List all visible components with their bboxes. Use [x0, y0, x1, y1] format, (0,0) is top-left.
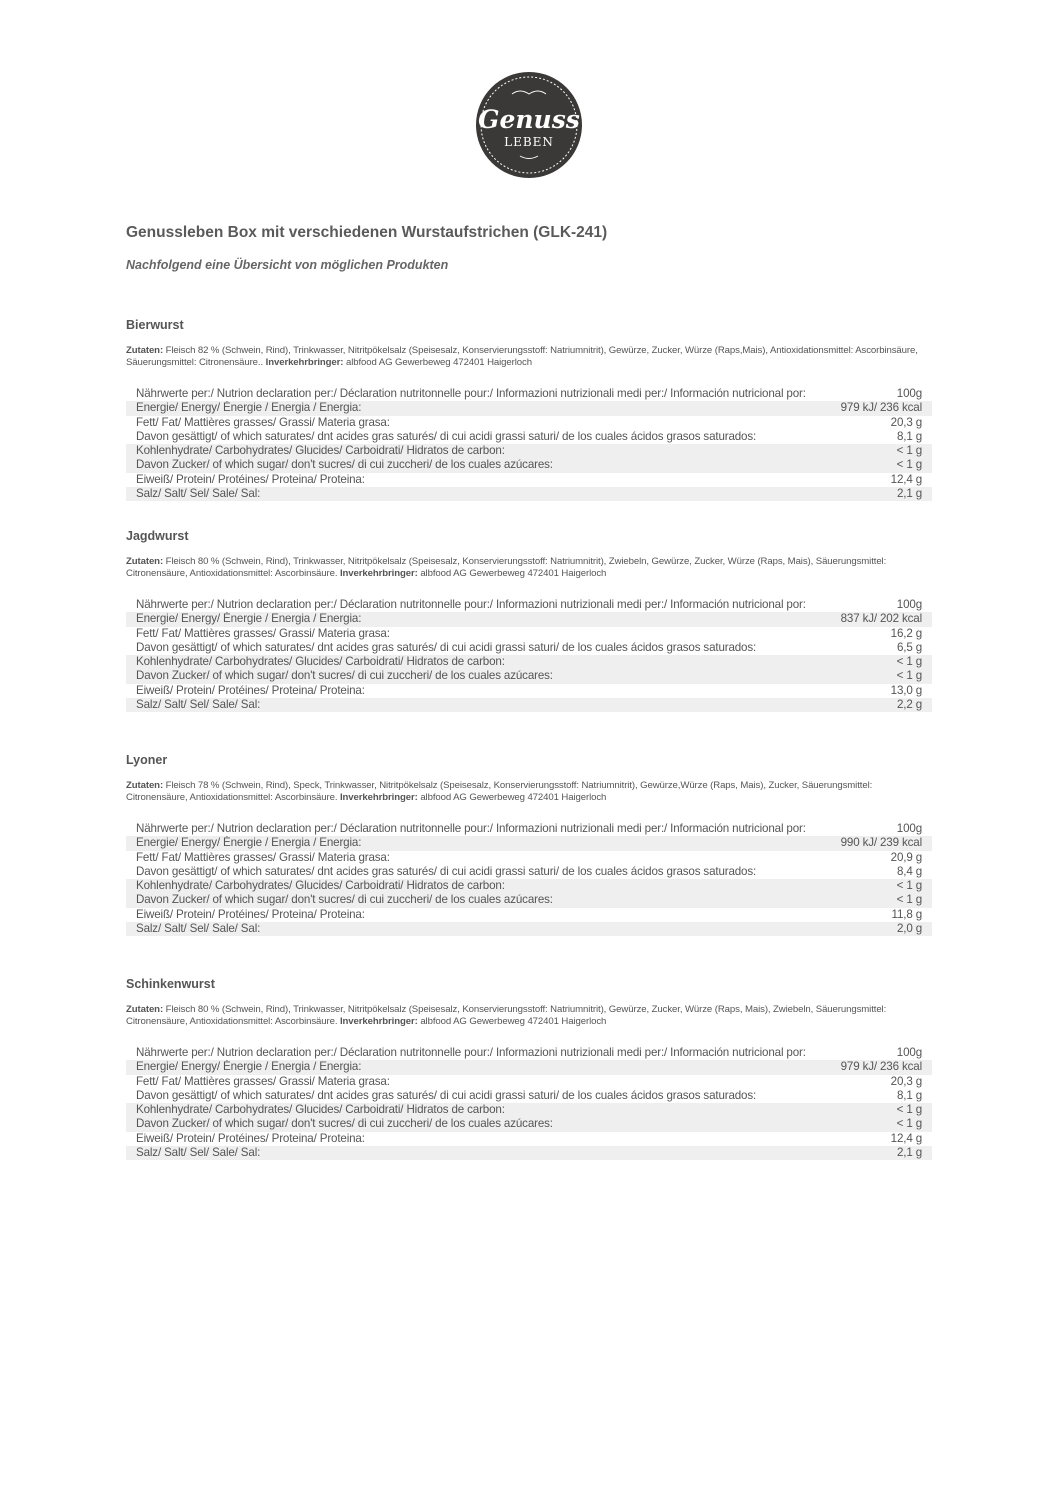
nutrition-header-row: [126, 598, 932, 612]
nutrition-row-fat: [126, 1075, 932, 1089]
nutrition-row-fat: [126, 416, 932, 430]
nutrition-value: 2,2 g: [896, 698, 922, 712]
nutrition-value: 12,4 g: [890, 1131, 922, 1145]
nutrition-value: < 1 g: [896, 669, 922, 683]
nutrition-row-energy: [126, 401, 932, 415]
logo-caps-text: LEBEN: [504, 135, 554, 149]
nutrition-label: Davon Zucker/ of which sugar/ don't sucres/ di cui zuccheri/ de los cuales azúcares:: [136, 893, 553, 907]
nutrition-value: 2,1 g: [896, 487, 922, 501]
nutrition-row-carbs: [126, 444, 932, 458]
product-section: [126, 752, 932, 936]
nutrition-value: < 1 g: [896, 879, 922, 893]
product-name: Lyoner: [126, 753, 168, 767]
nutrition-row-salt: [126, 487, 932, 501]
nutrition-value: 20,3 g: [890, 1074, 922, 1088]
nutrition-row-saturates: [126, 641, 932, 655]
nutrition-header-row: [126, 387, 932, 401]
nutrition-value: < 1 g: [896, 1103, 922, 1117]
nutrition-label: Energie/ Energy/ Énergie / Energia / Energia:: [136, 836, 362, 850]
nutrition-value: < 1 g: [896, 893, 922, 907]
nutrition-value: 2,0 g: [896, 922, 922, 936]
nutrition-row-sugar: [126, 458, 932, 472]
page-title: Genussleben Box mit verschiedenen Wurstaufstrichen (GLK-241): [126, 224, 608, 241]
nutrition-value: < 1 g: [896, 655, 922, 669]
product-section: [126, 317, 932, 501]
nutrition-row-salt: [126, 922, 932, 936]
nutrition-value: 20,9 g: [890, 850, 922, 864]
nutrition-label: Nährwerte per:/ Nutrion declaration per:/ Déclaration nutritonnelle pour:/ Informazioni nutrizionali medi per:/ Información nutricional por:: [136, 387, 806, 400]
distributor-value: albfood AG Gewerbeweg 472401 Haigerloch: [420, 567, 607, 579]
nutrition-row-saturates: [126, 430, 932, 444]
distributor-label: Inverkehrbringer:: [339, 791, 418, 803]
nutrition-header-row: [126, 1046, 932, 1060]
nutrition-row-protein: [126, 473, 932, 487]
nutrition-label: Salz/ Salt/ Sel/ Sale/ Sal:: [136, 698, 261, 712]
ingredients-label: Zutaten:: [126, 780, 164, 791]
nutrition-value: 6,5 g: [896, 640, 922, 654]
nutrition-label: Eiweiß/ Protein/ Protéines/ Proteina/ Proteina:: [136, 683, 365, 697]
nutrition-label: Fett/ Fat/ Mattières grasses/ Grassi/ Materia grasa:: [136, 850, 390, 864]
nutrition-label: Salz/ Salt/ Sel/ Sale/ Sal:: [136, 1146, 261, 1160]
nutrition-row-energy: [126, 836, 932, 850]
product-section: [126, 976, 932, 1160]
nutrition-label: Davon gesättigt/ of which saturates/ dnt acides gras saturés/ di cui acidi grassi saturi/ de los cuales ácidos grasos saturados:: [136, 429, 757, 443]
ingredients-label: Zutaten:: [126, 345, 164, 356]
nutrition-value: 100g: [896, 1046, 922, 1059]
nutrition-value: 8,1 g: [896, 1088, 922, 1102]
nutrition-row-protein: [126, 684, 932, 698]
logo-script-text: Genuss: [478, 105, 580, 134]
nutrition-row-salt: [126, 698, 932, 712]
product-name: Bierwurst: [126, 318, 184, 332]
nutrition-value: 979 kJ/ 236 kcal: [840, 401, 922, 415]
nutrition-table: [126, 822, 932, 936]
ingredients-list: Fleisch 78 % (Schwein, Rind), Speck, Trinkwasser, Nitritpökelsalz (Speisesalz, Konservierungsstoff: Natriumnitrit), Gewürze,Würze (Raps, Mais), Zucker, Säuerungsmittel: Citronensäure, Antioxidationsmittel: Ascorbinsäure.: [126, 780, 873, 803]
ingredients-list: Fleisch 80 % (Schwein, Rind), Trinkwasser, Nitritpökelsalz (Speisesalz, Konservierungsstoff: Natriumnitrit), Gewürze, Zucker, Würze (Raps, Mais), Zwiebeln, Säuerungsmittel: Citronensäure, Antioxidationsmittel: Ascorbinsäure.: [126, 1004, 887, 1027]
nutrition-value: 837 kJ/ 202 kcal: [840, 612, 922, 626]
nutrition-label: Davon Zucker/ of which sugar/ don't sucres/ di cui zuccheri/ de los cuales azúcares:: [136, 669, 553, 683]
ingredients-label: Zutaten:: [126, 1004, 164, 1015]
nutrition-value: 100g: [896, 598, 922, 611]
nutrition-label: Nährwerte per:/ Nutrion declaration per:/ Déclaration nutritonnelle pour:/ Informazioni nutrizionali medi per:/ Información nutricional por:: [136, 822, 806, 835]
distributor-label: Inverkehrbringer:: [339, 567, 418, 579]
nutrition-value: 8,4 g: [896, 864, 922, 878]
distributor-value: albfood AG Gewerbeweg 472401 Haigerloch: [345, 356, 532, 368]
ingredients-list: Fleisch 80 % (Schwein, Rind), Trinkwasser, Nitritpökelsalz (Speisesalz, Konservierungsstoff: Natriumnitrit), Zwiebeln, Gewürze, Zucker, Würze (Raps, Mais), Säuerungsmittel: Citronensäure, Antioxidationsmittel: Ascorbinsäure.: [126, 556, 887, 579]
product-section: [126, 528, 932, 712]
distributor-value: albfood AG Gewerbeweg 472401 Haigerloch: [420, 1015, 607, 1027]
nutrition-label: Eiweiß/ Protein/ Protéines/ Proteina/ Proteina:: [136, 907, 365, 921]
nutrition-label: Kohlenhydrate/ Carbohydrates/ Glucides/ Carboidrati/ Hidratos de carbon:: [136, 879, 505, 893]
product-name: Jagdwurst: [126, 529, 189, 543]
nutrition-table: [126, 598, 932, 712]
ingredients-text: [126, 1004, 932, 1027]
ingredients-text: [126, 345, 932, 368]
nutrition-value: 979 kJ/ 236 kcal: [840, 1060, 922, 1074]
nutrition-row-energy: [126, 612, 932, 626]
nutrition-row-sugar: [126, 1117, 932, 1131]
nutrition-row-carbs: [126, 879, 932, 893]
nutrition-label: Eiweiß/ Protein/ Protéines/ Proteina/ Proteina:: [136, 1131, 365, 1145]
nutrition-label: Kohlenhydrate/ Carbohydrates/ Glucides/ Carboidrati/ Hidratos de carbon:: [136, 444, 505, 458]
nutrition-table: [126, 387, 932, 501]
distributor-label: Inverkehrbringer:: [339, 1015, 418, 1027]
nutrition-value: < 1 g: [896, 1117, 922, 1131]
nutrition-row-sugar: [126, 893, 932, 907]
ingredients-text: [126, 780, 932, 803]
page-subtitle: Nachfolgend eine Übersicht von möglichen Produkten: [126, 258, 449, 272]
nutrition-value: 8,1 g: [896, 429, 922, 443]
nutrition-value: 13,0 g: [890, 683, 922, 697]
nutrition-row-carbs: [126, 655, 932, 669]
nutrition-value: < 1 g: [896, 458, 922, 472]
nutrition-label: Kohlenhydrate/ Carbohydrates/ Glucides/ Carboidrati/ Hidratos de carbon:: [136, 655, 505, 669]
nutrition-row-sugar: [126, 669, 932, 683]
nutrition-value: < 1 g: [896, 444, 922, 458]
nutrition-row-energy: [126, 1060, 932, 1074]
nutrition-value: 100g: [896, 387, 922, 400]
nutrition-row-protein: [126, 1132, 932, 1146]
nutrition-label: Energie/ Energy/ Énergie / Energia / Energia:: [136, 612, 362, 626]
product-name: Schinkenwurst: [126, 977, 215, 991]
nutrition-row-carbs: [126, 1103, 932, 1117]
nutrition-label: Davon Zucker/ of which sugar/ don't sucres/ di cui zuccheri/ de los cuales azúcares:: [136, 1117, 553, 1131]
nutrition-label: Fett/ Fat/ Mattières grasses/ Grassi/ Materia grasa:: [136, 415, 390, 429]
nutrition-label: Kohlenhydrate/ Carbohydrates/ Glucides/ Carboidrati/ Hidratos de carbon:: [136, 1103, 505, 1117]
nutrition-row-saturates: [126, 1089, 932, 1103]
nutrition-header-row: [126, 822, 932, 836]
nutrition-label: Salz/ Salt/ Sel/ Sale/ Sal:: [136, 487, 261, 501]
genussleben-logo: [476, 72, 582, 178]
nutrition-value: 11,8 g: [891, 907, 922, 921]
nutrition-label: Salz/ Salt/ Sel/ Sale/ Sal:: [136, 922, 261, 936]
nutrition-label: Davon gesättigt/ of which saturates/ dnt acides gras saturés/ di cui acidi grassi saturi/ de los cuales ácidos grasos saturados:: [136, 864, 757, 878]
nutrition-label: Davon Zucker/ of which sugar/ don't sucres/ di cui zuccheri/ de los cuales azúcares:: [136, 458, 553, 472]
distributor-label: Inverkehrbringer:: [265, 356, 344, 368]
ingredients-label: Zutaten:: [126, 556, 164, 567]
nutrition-value: 2,1 g: [896, 1146, 922, 1160]
nutrition-label: Eiweiß/ Protein/ Protéines/ Proteina/ Proteina:: [136, 472, 365, 486]
nutrition-label: Davon gesättigt/ of which saturates/ dnt acides gras saturés/ di cui acidi grassi saturi/ de los cuales ácidos grasos saturados:: [136, 1088, 757, 1102]
nutrition-label: Fett/ Fat/ Mattières grasses/ Grassi/ Materia grasa:: [136, 626, 390, 640]
nutrition-row-fat: [126, 851, 932, 865]
nutrition-label: Energie/ Energy/ Énergie / Energia / Energia:: [136, 401, 362, 415]
nutrition-label: Davon gesättigt/ of which saturates/ dnt acides gras saturés/ di cui acidi grassi saturi/ de los cuales ácidos grasos saturados:: [136, 640, 757, 654]
nutrition-value: 990 kJ/ 239 kcal: [840, 836, 922, 850]
nutrition-row-fat: [126, 627, 932, 641]
nutrition-row-protein: [126, 908, 932, 922]
ingredients-list: Fleisch 82 % (Schwein, Rind), Trinkwasser, Nitritpökelsalz (Speisesalz, Konservierungsstoff: Natriumnitrit), Gewürze, Zucker, Würze (Raps,Mais), Antioxidationsmittel: Ascorbinsäure, Säuerungsmittel: Citronensäure..: [126, 345, 918, 368]
nutrition-row-saturates: [126, 865, 932, 879]
nutrition-value: 20,3 g: [890, 415, 922, 429]
distributor-value: albfood AG Gewerbeweg 472401 Haigerloch: [420, 791, 607, 803]
nutrition-label: Energie/ Energy/ Énergie / Energia / Energia:: [136, 1060, 362, 1074]
nutrition-row-salt: [126, 1146, 932, 1160]
nutrition-label: Nährwerte per:/ Nutrion declaration per:/ Déclaration nutritonnelle pour:/ Informazioni nutrizionali medi per:/ Información nutricional por:: [136, 1046, 806, 1059]
nutrition-value: 100g: [896, 822, 922, 835]
nutrition-label: Fett/ Fat/ Mattières grasses/ Grassi/ Materia grasa:: [136, 1074, 390, 1088]
nutrition-value: 12,4 g: [890, 472, 922, 486]
nutrition-label: Nährwerte per:/ Nutrion declaration per:/ Déclaration nutritonnelle pour:/ Informazioni nutrizionali medi per:/ Información nutricional por:: [136, 598, 806, 611]
nutrition-value: 16,2 g: [890, 626, 922, 640]
nutrition-table: [126, 1046, 932, 1160]
ingredients-text: [126, 556, 932, 579]
